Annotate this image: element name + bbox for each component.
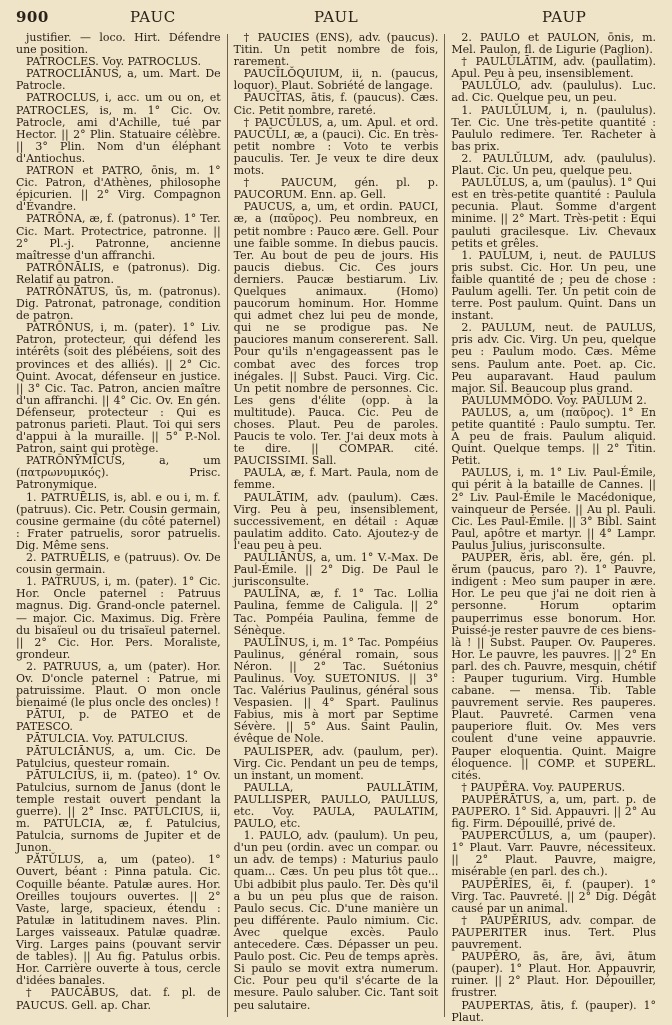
- columns: [10, 31, 662, 1024]
- running-header: [10, 8, 662, 30]
- dictionary-entry: PAULIĀNUS, a, um. 1° V.-Max. De Paul-Émile. || 2° Dig. De Paul le jurisconsulte.: [233, 551, 439, 589]
- dictionary-entry: PAUPĔRĀTUS, a, um, part. p. de PAUPERO. 1° Sid. Appauvri. || 2° Au fig. Firm. Dépouillé, privé de.: [451, 792, 657, 831]
- dictionary-entry: PATRŌNĀTUS, ūs, m. (patronus). Dig. Patronat, patronage, condition de patron.: [16, 284, 221, 323]
- dictionary-entry: 1. PAULŬLUM, i, n. (paululus). Ter. Cic. Une très-petite quantité : Paululo redimere. Ter. Racheter à bas prix.: [451, 103, 657, 153]
- dictionary-entry: PAULLA, PAULLĀTIM, PAULLISPER, PAULLO, PAULLUS, etc. Voy. PAULA, PAULATIM, PAULO, etc.: [233, 780, 439, 831]
- dictionary-entry: PAULĪNA, æ, f. 1° Tac. Lollia Paulina, femme de Caligula. || 2° Tac. Pompéia Paulina, femme de Sénèque.: [233, 587, 439, 637]
- dictionary-entry: 1. PATRUĒLIS, is, abl. e ou i, m. f. (patruus). Cic. Petr. Cousin germain, cousine germaine (du côté paternel) : Frater patruelis, soror patruelis. Dig. Même sens.: [16, 490, 221, 552]
- dictionary-entry: 2. PATRUĒLIS, e (patruus). Ov. De cousin germain.: [16, 551, 221, 577]
- guide-word-left: PAUC: [130, 8, 176, 26]
- dictionary-entry: PATRŌNĀLIS, e (patronus). Dig. Relatif au patron.: [16, 260, 221, 286]
- dictionary-entry: PAULUS, i, m. 1° Liv. Paul-Émile, qui périt à la bataille de Cannes. || 2° Liv. Paul-Émile le Macédonique, vainqueur de Persée. || Au pl. Pauli. Cic. Les Paul-Émile. || 3° Bibl. Saint Paul, apôtre et martyr. || 4° Lampr. Paulus Julius, jurisconsulte.: [451, 466, 657, 552]
- dictionary-entry: PAULUMMŎDO. Voy. PAULUM 2.: [461, 393, 647, 407]
- dictionary-entry: PAUCĬTAS, ātis, f. (paucus). Cæs. Cic. Petit nombre, rareté.: [233, 91, 439, 117]
- dictionary-entry: PATROCLES. Voy. PATROCLUS.: [26, 55, 201, 69]
- dictionary-entry: PATRŌNȲMĬCUS, a, um (πατρωνυμικός). Prisc. Patronymique.: [16, 454, 221, 492]
- dictionary-entry: PAUPERCŬLUS, a, um (pauper). 1° Plaut. Varr. Pauvre, nécessiteux. || 2° Plaut. Pauvre, maigre, misérable (en parl. des ch.).: [451, 829, 657, 879]
- dictionary-entry: PAULĪNUS, i, m. 1° Tac. Pompéius Paulinus, général romain, sous Néron. || 2° Tac. Suétonius Paulinus. Voy. SUETONIUS. || 3° Tac. Valérius Paulinus, général sous Vespasien. || 4° Spart. Paulinus Fabius, mis à mort par Septime Sévère. || 5° Aus. Saint Paulin, évêque de Nole.: [233, 635, 439, 746]
- dictionary-entry: † PAUCĀBUS, dat. f. pl. de PAUCUS. Gell. ap. Char.: [16, 986, 221, 1012]
- column-right: [445, 31, 662, 1024]
- dictionary-entry: 2. PAULUM, neut. de PAULUS, pris adv. Cic. Virg. Un peu, quelque peu : Paulum modo. Cæs. Même sens. Paulum ante. Poet. ap. Cic. Peu auparavant. Haud paulum major. Sil. Beaucoup plus grand.: [451, 321, 657, 395]
- dictionary-entry: 2. PAULŬLUM, adv. (paululus). Plaut. Cic. Un peu, quelque peu.: [451, 151, 657, 178]
- dictionary-entry: † PAUCUM, gén. pl. p. PAUCORUM. Enn. ap. Gell.: [233, 176, 439, 202]
- dictionary-entry: PAUCĬLŎQUIUM, ii, n. (paucus, loquor). Plaut. Sobriété de langage.: [233, 67, 439, 93]
- dictionary-entry: PĀTUI, p. de PATEO et de PATESCO.: [16, 708, 221, 734]
- dictionary-entry: PATROCLUS, i, acc. um ou on, et PATROCLES, is, m. 1° Cic. Ov. Patrocle, ami d'Achille, tué par Hector. || 2° Plin. Statuaire célèbre. || 3° Plin. Nom d'un éléphant d'Antiochus.: [16, 91, 221, 165]
- dictionary-entry: PATRŌNUS, i, m. (pater). 1° Liv. Patron, protecteur, qui défend les intérêts (soit des plébéiens, soit des provinces et des alliés). || 2° Cic. Quint. Avocat, défenseur en justice. || 3° Cic. Tac. Patron, ancien maître d'un affranchi. || 4° Cic. Ov. En gén. Défenseur, protecteur : Qui es patronus parieti. Plaut. Toi qui sers d'appui à la muraille. || 5° P.-Nol. Patron, saint qui protège.: [16, 321, 221, 456]
- dictionary-entry: PAULŬLO, adv. (paululus). Luc. ad. Cic. Quelque peu, un peu.: [451, 79, 657, 105]
- dictionary-entry: PAULA, æ, f. Mart. Paula, nom de femme.: [233, 466, 439, 492]
- column-middle: [228, 32, 445, 1017]
- dictionary-entry: PATRŌNA, æ, f. (patronus). 1° Ter. Cic. Mart. Protectrice, patronne. || 2° Pl.-j. Patronne, ancienne maîtresse d'un affranchi.: [16, 212, 221, 262]
- dictionary-entry: PAUPERTAS, ātis, f. (pauper). 1° Plaut.: [451, 998, 657, 1024]
- dictionary-entry: PAULĀTIM, adv. (paulum). Cæs. Virg. Peu à peu, insensiblement, successivement, en détail : Aquæ paulatim addito. Cato. Ajoutez-y de l'eau peu à peu.: [233, 490, 439, 552]
- column-left: [10, 32, 227, 1017]
- dictionary-entry: PĀTULCIUS, ii, m. (pateo). 1° Ov. Patulcius, surnom de Janus (dont le temple restait ouvert pendant la guerre). || 2° Insc. PATULCIUS, ii, m. PATULCIA, æ, f. Patulcius, Patulcia, surnoms de Jupiter et de Junon.: [16, 768, 221, 855]
- dictionary-entry: 1. PATRUUS, i, m. (pater). 1° Cic. Hor. Oncle paternel : Patruus magnus. Dig. Grand-oncle paternel. — major. Cic. Maximus. Dig. Frère du bisaïeul ou du trisaïeul paternel. || 2° Cic. Hor. Pers. Moraliste, grondeur.: [16, 575, 221, 661]
- dictionary-entry: PĀTULCIA. Voy. PATULCIUS.: [26, 732, 188, 746]
- dictionary-entry: † PAUCIES (ENS), adv. (paucus). Titin. Un petit nombre de fois, rarement.: [233, 31, 439, 69]
- dictionary-entry: 2. PAULO et PAULON, ōnis, m. Mel. Paulon, fl. de Ligurie (Paglion).: [451, 31, 657, 57]
- dictionary-entry: † PAUPĔRIUS, adv. compar. de PAUPERITER inus. Tert. Plus pauvrement.: [451, 913, 657, 952]
- dictionary-entry: PAULŬLUS, a, um (paulus). 1° Qui est en très-petite quantité : Paulula pecunia. Plaut. Somme d'argent minime. || 2° Mart. Très-petit : Equi pauluti gracilesque. Liv. Chevaux petits et grêles.: [451, 176, 657, 250]
- dictionary-entry: † PAUCŬLUS, a, um. Apul. et ord. PAUCŬLI, æ, a (pauci). Cic. En très-petit nombre : Voto te verbis pauculis. Ter. Je veux te dire deux mots.: [233, 115, 439, 178]
- guide-word-right: PAUP: [542, 8, 587, 26]
- dictionary-entry: PAULISPER, adv. (paulum, per). Virg. Cic. Pendant un peu de temps, un instant, un moment.: [233, 744, 439, 782]
- dictionary-entry: justifier. — loco. Hirt. Défendre une position.: [16, 31, 221, 57]
- dictionary-entry: PATROCLIĀNUS, a, um. Mart. De Patrocle.: [16, 67, 221, 93]
- dictionary-entry: 1. PAULUM, i, neut. de PAULUS pris subst. Cic. Hor. Un peu, une faible quantité de ; peu de chose : Paulum agelli. Ter. Un petit coin de terre. Post paulum. Quint. Dans un instant.: [451, 248, 657, 323]
- dictionary-entry: 1. PAULO, adv. (paulum). Un peu, d'un peu (ordin. avec un compar. ou un adv. de temps) : Maturius paulo quam... Cæs. Un peu plus tôt que... Ubi adbibit plus paulo. Ter. Dès qu'il a bu un peu plus que de raison. Paulo secus. Cic. D'une manière un peu différente. Paulo nimium. Cic. Avec quelque excès. Paulo antecedere. Cæs. Dépasser un peu. Paulo post. Cic. Peu de temps après. Si paulo se movit extra numerum. Cic. Pour peu qu'il s'écarte de la mesure. Paulo saluber. Cic. Tant soit peu salutaire.: [233, 829, 439, 1012]
- dictionary-entry: PĀTULCIĀNUS, a, um. Cic. De Patulcius, questeur romain.: [16, 744, 221, 770]
- guide-word-middle: PAUL: [314, 8, 359, 26]
- page-number: 900: [16, 8, 49, 26]
- dictionary-entry: PAUPER, ĕris, abl. ĕre, gén. pl. ĕrum (paucus, paro ?). 1° Pauvre, indigent : Meo sum pauper in ære. Hor. Le peu que j'ai ne doit rien à personne. Horum optarim pauperrimus esse bonorum. Hor. Puissé-je rester pauvre de ces biens-là ! || Subst. Pauper. Ov. Pauperes. Hor. Le pauvre, les pauvres. || 2° En parl. des ch. Pauvre, mesquin, chétif : Pauper tugurium. Virg. Humble cabane. — mensa. Tib. Table pauvrement servie. Res pauperes. Plaut. Pauvreté. Carmen vena pauperiore fluit. Ov. Mes vers coulent d'une veine appauvrie. Pauper eloquentia. Quint. Maigre éloquence. || COMP. et SUPERL. cités.: [451, 551, 657, 782]
- dictionary-entry: PATRON et PATRO, ōnis, m. 1° Cic. Patron, d'Athènes, philosophe épicurien. || 2° Virg. Compagnon d'Évandre.: [16, 164, 221, 214]
- dictionary-entry: † PAULŬLĀTIM, adv. (paullatim). Apul. Peu à peu, insensiblement.: [451, 55, 657, 81]
- dictionary-entry: PAUPĔRO, ās, āre, āvi, ātum (pauper). 1° Plaut. Hor. Appauvrir, ruiner. || 2° Plaut. Hor. Dépouiller, frustrer.: [451, 950, 657, 1000]
- dictionary-entry: PAUCUS, a, um, et ordin. PAUCI, æ, a (παῦρος). Peu nombreux, en petit nombre : Pauco ære. Gell. Pour une faible somme. In diebus paucis. Ter. Au bout de peu de jours. His paucis diebus. Cic. Ces jours derniers. Paucæ bestiarum. Liv. Quelques animaux. (Homo) paucorum hominum. Hor. Homme qui admet chez lui peu de monde, qui ne se prodigue pas. Ne pauciores manum consererent. Sall. Pour qu'ils n'engageassent pas le combat avec des forces trop inégales. || Subst. Pauci. Virg. Cic. Un petit nombre de personnes. Cic. Les gens d'élite (opp. à la multitude). Pauca. Cic. Peu de choses. Plaut. Peu de paroles. Paucis te volo. Ter. J'ai deux mots à te dire. || COMPAR. cité. PAUCISSIMI. Sall.: [233, 200, 439, 468]
- dictionary-entry: 2. PATRUUS, a, um (pater). Hor. Ov. D'oncle paternel : Patrue, mi patruissime. Plaut. O mon oncle bienaimé (le plus oncle des oncles) !: [16, 659, 221, 710]
- dictionary-entry: PĂTŬLUS, a, um (pateo). 1° Ouvert, béant : Pinna patula. Cic. Coquille béante. Patulæ aures. Hor. Oreilles toujours ouvertes. || 2° Vaste, large, spacieux, étendu : Patulæ in latitudinem naves. Plin. Larges vaisseaux. Patulæ quadræ. Virg. Larges pains (pouvant servir de tables). || Au fig. Patulus orbis. Hor. Carrière ouverte à tous, cercle d'idées banales.: [16, 853, 221, 988]
- dictionary-entry: PAUPĔRĬES, ēi, f. (pauper). 1° Virg. Tac. Pauvreté. || 2° Dig. Dégât causé par un animal.: [451, 877, 657, 915]
- dictionary-entry: PAULUS, a, um (παῦρος). 1° En petite quantité : Paulo sumptu. Ter. A peu de frais. Paulum aliquid. Quint. Quelque temps. || 2° Titin. Petit.: [451, 405, 657, 468]
- dictionary-entry: † PAUPĔRA. Voy. PAUPERUS.: [461, 780, 626, 794]
